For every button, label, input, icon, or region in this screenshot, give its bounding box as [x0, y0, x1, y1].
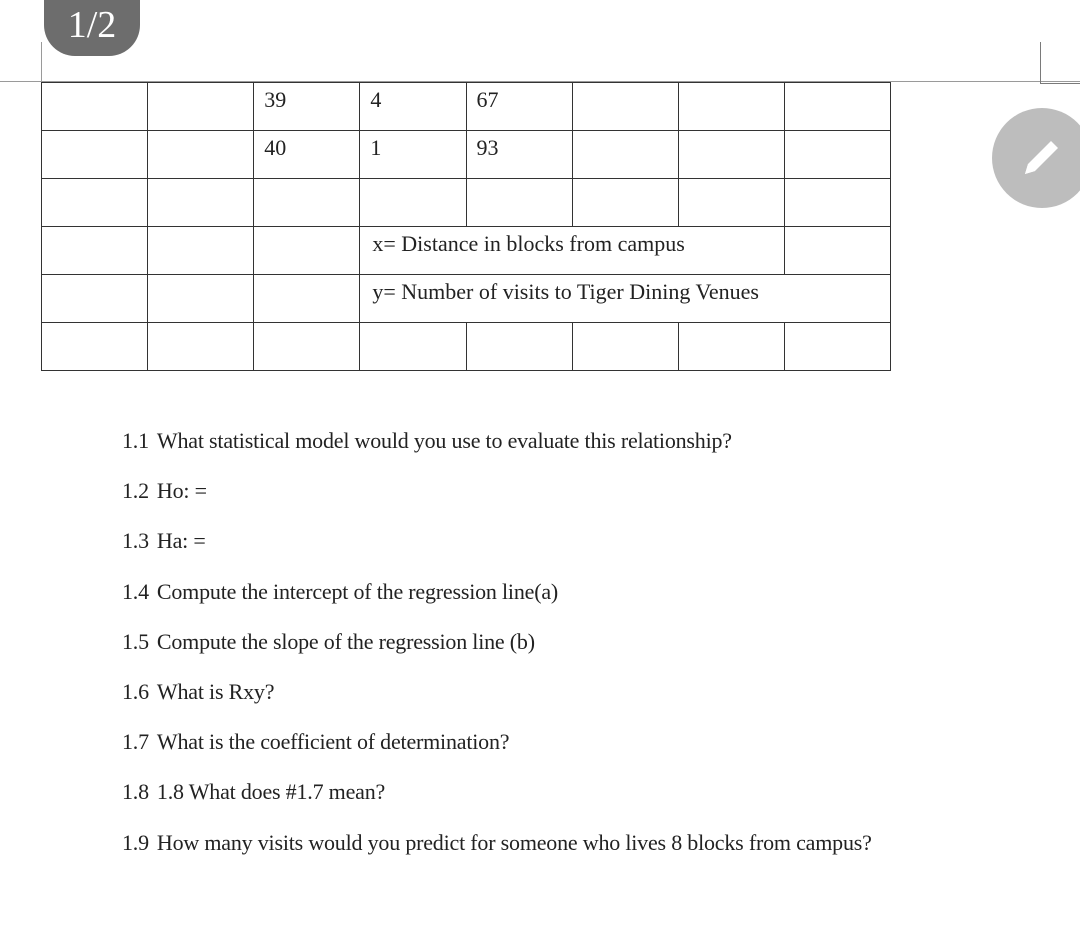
table-cell	[678, 83, 784, 131]
table-cell	[466, 323, 572, 371]
question-text: Compute the intercept of the regression line(a)	[156, 578, 559, 604]
table-cell	[784, 227, 890, 275]
table-cell	[42, 227, 148, 275]
table-cell	[572, 131, 678, 179]
y-variable-definition: y= Number of visits to Tiger Dining Venues	[360, 275, 891, 323]
page-indicator: 1/2	[44, 0, 140, 56]
table-cell	[254, 227, 360, 275]
question-text: What is the coefficient of determination?	[156, 729, 510, 755]
question-number: 1.7	[122, 729, 149, 755]
question-item	[122, 424, 872, 474]
data-table	[41, 82, 891, 371]
table-cell	[572, 179, 678, 227]
table-row	[42, 227, 891, 275]
table-cell	[360, 323, 466, 371]
question-number: 1.5	[122, 628, 149, 654]
table-cell	[254, 179, 360, 227]
x-variable-definition: x= Distance in blocks from campus	[360, 227, 785, 275]
table-cell	[148, 323, 254, 371]
edit-button[interactable]	[992, 108, 1080, 208]
question-text: Ho: =	[156, 478, 207, 504]
question-text: Compute the slope of the regression line (b)	[156, 628, 535, 654]
table-cell	[148, 227, 254, 275]
question-item	[122, 575, 872, 625]
table-cell	[572, 323, 678, 371]
table-cell: 93	[466, 131, 572, 179]
question-item	[122, 775, 872, 825]
table-cell	[148, 83, 254, 131]
question-text: What statistical model would you use to evaluate this relationship?	[156, 428, 732, 453]
table-cell	[360, 179, 466, 227]
question-item	[122, 625, 872, 675]
table-cell	[42, 323, 148, 371]
table-cell	[678, 179, 784, 227]
question-text: 1.8 What does #1.7 mean?	[156, 779, 386, 805]
margin-mark-left	[41, 42, 42, 84]
table-row	[42, 131, 891, 179]
table-cell	[466, 179, 572, 227]
table-cell	[148, 131, 254, 179]
table-cell	[254, 323, 360, 371]
table-cell	[148, 275, 254, 323]
table-cell	[784, 83, 890, 131]
table-cell	[784, 179, 890, 227]
question-number: 1.1	[122, 428, 149, 453]
table-cell	[148, 179, 254, 227]
question-item	[122, 826, 872, 876]
table-cell	[42, 131, 148, 179]
table-cell	[254, 275, 360, 323]
question-number: 1.4	[122, 578, 149, 604]
table-cell	[678, 131, 784, 179]
table-cell	[784, 323, 890, 371]
question-item	[122, 675, 872, 725]
table-cell	[42, 179, 148, 227]
table-cell	[42, 83, 148, 131]
question-number: 1.9	[122, 829, 149, 855]
question-number: 1.3	[122, 528, 149, 554]
table-cell: 4	[360, 83, 466, 131]
table-cell: 67	[466, 83, 572, 131]
table-cell	[784, 131, 890, 179]
table-row	[42, 275, 891, 323]
table-row	[42, 83, 891, 131]
question-text: What is Rxy?	[156, 678, 275, 704]
question-item	[122, 474, 872, 524]
question-item	[122, 524, 872, 574]
question-number: 1.8	[122, 779, 149, 805]
table-row	[42, 179, 891, 227]
page-corner-mark	[1040, 42, 1080, 84]
question-list	[122, 424, 872, 876]
question-text: How many visits would you predict for someone who lives 8 blocks from campus?	[156, 829, 872, 855]
table-row	[42, 323, 891, 371]
question-number: 1.6	[122, 678, 149, 704]
table-cell: 1	[360, 131, 466, 179]
table-cell	[42, 275, 148, 323]
question-number: 1.2	[122, 478, 149, 504]
question-text: Ha: =	[156, 528, 206, 554]
question-item	[122, 725, 872, 775]
table-cell: 40	[254, 131, 360, 179]
table-cell	[678, 323, 784, 371]
table-cell	[572, 83, 678, 131]
pencil-icon	[1017, 132, 1067, 182]
table-cell: 39	[254, 83, 360, 131]
